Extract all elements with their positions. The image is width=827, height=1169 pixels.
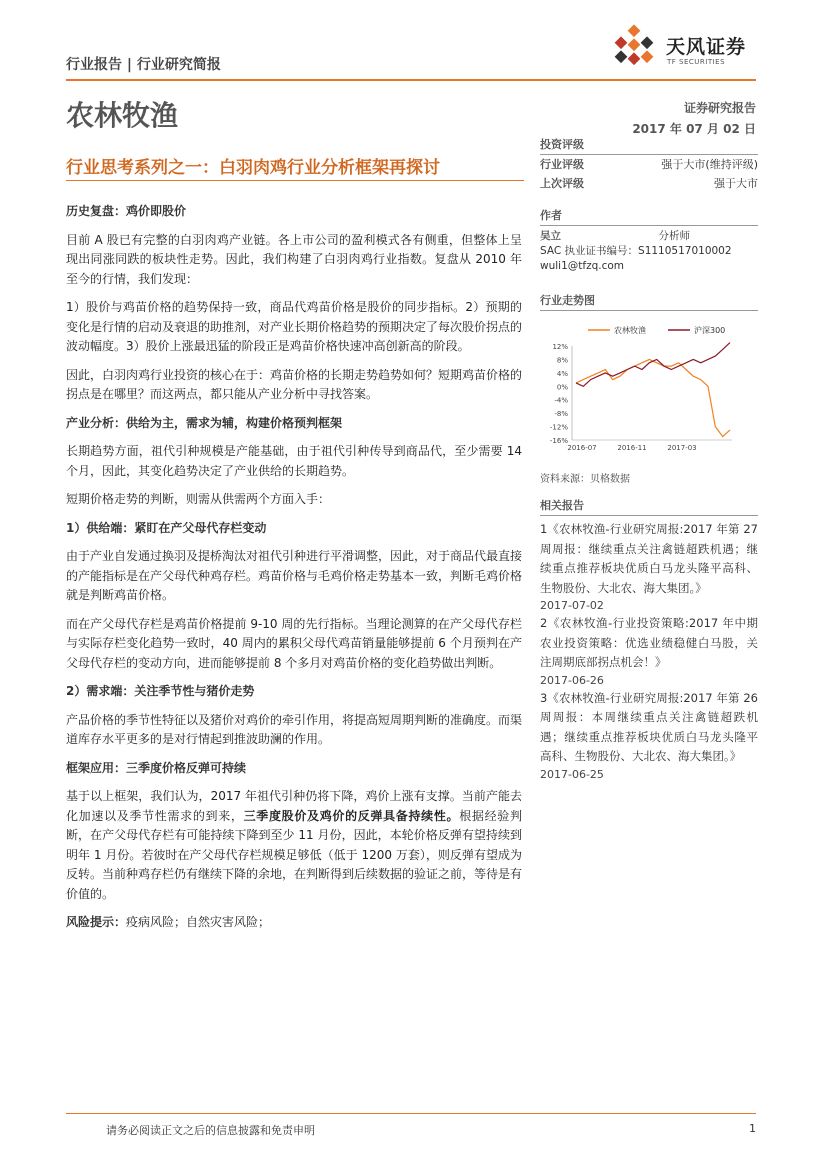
trend-title: 行业走势图: [540, 294, 595, 307]
y-tick-label: -8%: [554, 410, 568, 419]
paragraph: 由于产业自发通过换羽及提桥淘汰对祖代引种进行平滑调整，因此，对于商品代最直接的产能指标是在产父母代种鸡存栏。鸡苗价格与毛鸡价格走势基本一致，判断毛鸡价格就是判断鸡苗价格。: [66, 549, 523, 602]
paragraph: 而在产父母代存栏是鸡苗价格提前 9-10 周的先行指标。当理论测算的在产父母代存栏与实际存栏变化趋势一致时，40 周内的累积父母代鸡苗销量能够提前 6 个月预判在产父母代存栏的变动方向，进而能够提前 8 个多月对鸡苗价格的变化趋势做出判断。: [66, 616, 522, 670]
related-item[interactable]: [540, 520, 758, 614]
rating-title: 投资评级: [540, 138, 584, 151]
paragraph: 短期价格走势的判断，则需从供需两个方面入手：: [66, 492, 331, 506]
author-title: 作者: [540, 209, 562, 222]
author-name: 吴立: [540, 230, 561, 242]
section-heading: 历史复盘：鸡价即股价: [66, 204, 187, 218]
related-item-date: 2017-06-25: [540, 767, 604, 781]
y-tick-label: 8%: [556, 356, 568, 365]
rating-key: 上次评级: [540, 177, 584, 190]
related-item-date: 2017-06-26: [540, 673, 604, 687]
y-tick-label: -12%: [549, 423, 568, 432]
related-item-date: 2017-07-02: [540, 599, 604, 612]
series-line-2: [576, 343, 730, 387]
x-tick-label: 2017-03: [667, 444, 697, 452]
risk-label: 风险提示：: [66, 915, 127, 929]
report-title: 行业思考系列之一：白羽肉鸡行业分析框架再探讨: [66, 158, 440, 178]
series-line-1: [576, 359, 730, 436]
section-heading: 框架应用：三季度价格反弹可持续: [66, 760, 247, 775]
logo-english-name: TF SECURITIES: [667, 58, 726, 66]
related-item[interactable]: [540, 614, 758, 689]
rating-key: 行业评级: [540, 158, 584, 171]
paragraph: 长期趋势方面，祖代引种规模是产能基础，由于祖代引种传导到商品代，至少需要 14 个月，因此，其变化趋势决定了产业供给的长期趋势。: [66, 444, 522, 478]
sector-name: 农林牧渔: [66, 99, 179, 132]
related-title: 相关报告: [540, 499, 584, 512]
main-body: [66, 202, 522, 942]
report-category: 行业报告 | 行业研究简报: [66, 57, 221, 73]
trend-chart-svg: [540, 318, 758, 464]
logo-chinese-name: 天风证券: [666, 36, 747, 58]
y-tick-label: 4%: [556, 369, 568, 378]
title-underline: [66, 180, 524, 181]
rating-value: 强于大市(维持评级): [661, 158, 758, 171]
paragraph: 产品价格的季节性特征以及猪价对鸡价的牵引作用，将提高短周期判断的准确度。而渠道库存水平更多的是对行情起到推波助澜的作用。: [66, 712, 523, 746]
author-email[interactable]: wuli1@tfzq.com: [540, 260, 625, 272]
author-role: 分析师: [658, 230, 690, 242]
legend-label: 沪深300: [694, 326, 726, 335]
y-tick-label: -16%: [549, 437, 568, 445]
paragraph: [66, 787, 522, 904]
footer-disclaimer: 请务必阅读正文之后的信息披露和免责申明: [106, 1124, 315, 1137]
x-tick-label: 2016-11: [617, 444, 647, 452]
report-type: 证券研究报告: [683, 101, 756, 115]
trend-chart: [540, 318, 758, 464]
author-cert: SAC 执业证书编号：S1110517010002: [540, 245, 732, 257]
paragraph: 1）股价与鸡苗价格的趋势保持一致，商品代鸡苗价格是股价的同步指标。2）预期的变化是行情的启动及衰退的助推剂，对产业长期价格趋势的预期决定了每次股价拐点的波动幅度。3）股价上涨最迅猛的阶段正是鸡苗价格快速冲高创新高的阶段。: [66, 300, 523, 353]
related-item-text: 2《农林牧渔-行业投资策略:2017 年中期农业投资策略：优选业绩稳健白马股，关注周期底部拐点机会！》: [540, 616, 758, 669]
logo-mark-icon: [612, 24, 664, 74]
paragraph-text: 基于以上框架，我们认为，2017 年祖代引种仍将下降，鸡价上涨有支撑。当前产能去化加速以及季节性需求的到来，: [66, 789, 522, 823]
section-heading: 1）供给端：紧盯在产父母代存栏变动: [66, 520, 267, 535]
related-item[interactable]: [540, 689, 758, 783]
chart-source: 资料来源：贝格数据: [540, 474, 630, 485]
author-row: [540, 229, 690, 244]
emphasis-text: 三季度股价及鸡价的反弹具备持续性。: [243, 808, 460, 823]
risk-paragraph: [66, 913, 522, 933]
page-number: 1: [749, 1122, 756, 1135]
y-tick-label: 0%: [556, 383, 568, 392]
paragraph-text: 根据经验判断，在产父母代存栏有可能持续下降到至少 11 月份，因此，本轮价格反弹有望持续到明年 1 月份。若彼时在产父母代存栏规模足够低（低于 1200 万套），则反弹有望成为反转。当前种鸡存栏仍有继续下降的余地，在判断得到后续数据的验证之前，等待是有价值的。: [66, 808, 523, 901]
divider: [540, 225, 758, 226]
section-heading: 2）需求端：关注季节性与猪价走势: [66, 684, 255, 698]
section-heading: 产业分析：供给为主，需求为辅，构建价格预判框架: [66, 415, 343, 430]
related-reports: [540, 497, 758, 783]
divider: [540, 515, 758, 516]
legend-label: 农林牧渔: [614, 326, 646, 335]
report-date: 2017 年 07 月 02 日: [632, 122, 756, 136]
footer-divider: [66, 1113, 756, 1114]
y-tick-label: 12%: [552, 343, 568, 351]
y-tick-label: -4%: [554, 396, 568, 405]
rating-value: 强于大市: [714, 177, 758, 190]
header-divider: [66, 79, 756, 81]
paragraph: 目前 A 股已有完整的白羽肉鸡产业链。各上市公司的盈利模式各有侧重，但整体上呈现出同涨同跌的板块性走势。因此，我们构建了白羽肉鸡行业指数。复盘从 2010 年至今的行情，我们发现：: [66, 232, 522, 286]
related-item-text: 1《农林牧渔-行业研究周报:2017 年第 27 周周报：继续重点关注禽链超跌机遇；继续重点推荐板块优质白马龙头隆平高科、生物股份、大北农、海大集团。》: [540, 522, 758, 595]
rating-row: [540, 155, 758, 174]
paragraph: 因此，白羽肉鸡行业投资的核心在于：鸡苗价格的长期走势趋势如何？短期鸡苗价格的拐点是在哪里？而这两点，都只能从产业分析中寻找答案。: [66, 367, 523, 401]
rating-row: [540, 174, 758, 193]
sidebar: [540, 136, 758, 311]
divider: [540, 310, 758, 311]
risk-text: 疫病风险；自然灾害风险；: [126, 915, 271, 929]
x-tick-label: 2016-07: [567, 444, 597, 452]
related-item-text: 3《农林牧渔-行业研究周报:2017 年第 26 周周报：本周继续重点关注禽链超跌机遇；继续重点推荐板块优质白马龙头隆平高科、生物股份、大北农、海大集团。》: [540, 690, 758, 763]
